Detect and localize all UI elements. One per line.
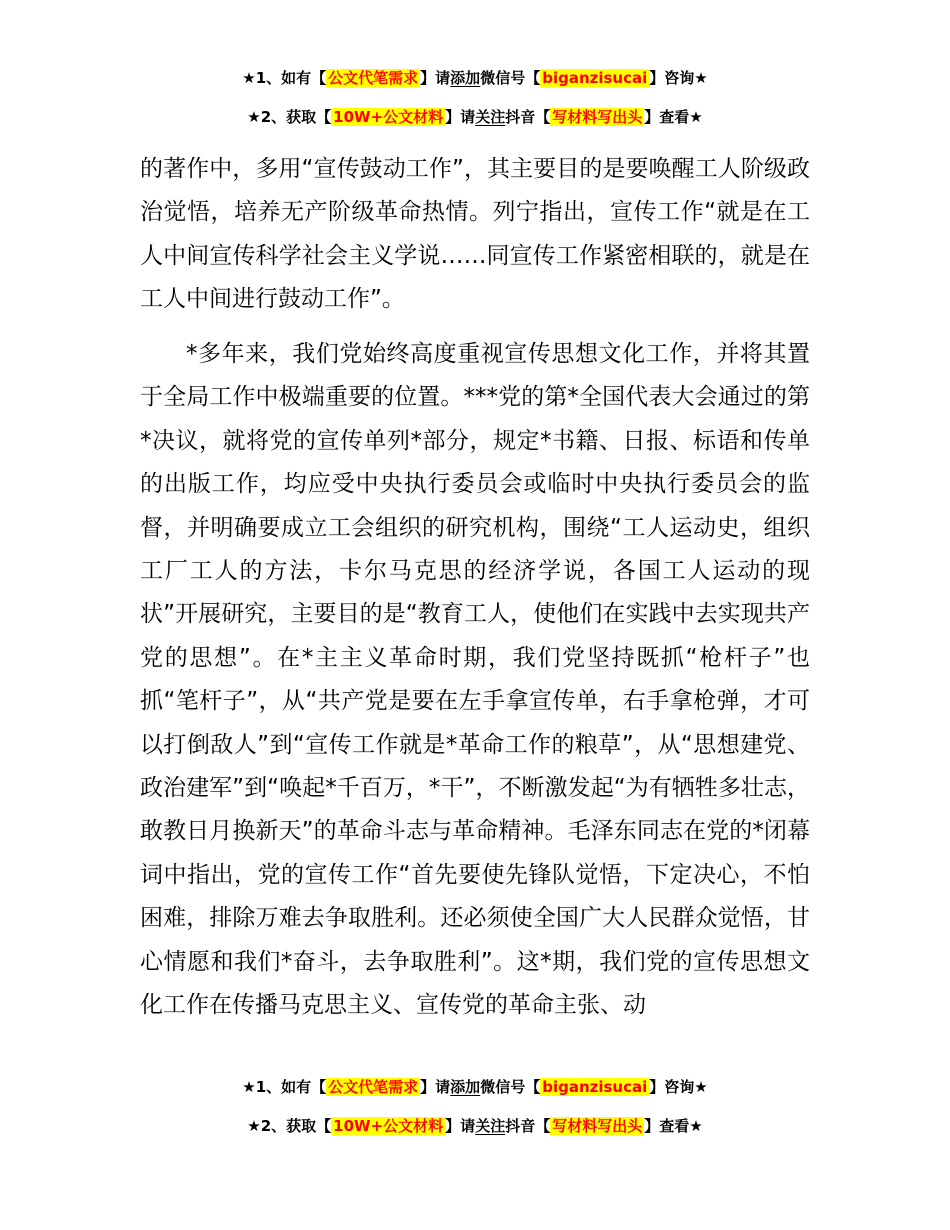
highlight-materials: 10W+公文材料 xyxy=(333,108,444,126)
highlight-wechat-id: biganzisucai xyxy=(542,69,648,87)
banner-text: 】咨询 xyxy=(649,69,695,87)
star-icon: ★ xyxy=(689,108,703,126)
bottom-banner-line-1 xyxy=(0,1076,950,1098)
star-icon: ★ xyxy=(247,108,261,126)
banner-text: 】咨询 xyxy=(649,1078,695,1096)
banner-text: 1、如有【 xyxy=(255,69,327,87)
banner-text: 】查看 xyxy=(644,108,690,126)
banner-text: 微信号【 xyxy=(480,1078,541,1096)
banner-text: 抖音【 xyxy=(505,1117,551,1135)
highlight-service: 公文代笔需求 xyxy=(328,1078,419,1096)
banner-text: 2、获取【 xyxy=(260,1117,332,1135)
emphasis-follow: 关注 xyxy=(475,108,506,126)
banner-text: 微信号【 xyxy=(480,69,541,87)
highlight-douyin-account: 写材料写出头 xyxy=(552,108,643,126)
emphasis-add: 添加 xyxy=(450,1078,481,1096)
highlight-service: 公文代笔需求 xyxy=(328,69,419,87)
banner-text: 1、如有【 xyxy=(255,1078,327,1096)
banner-text: 】请 xyxy=(445,108,476,126)
paragraph: 的著作中，多用“宣传鼓动工作”，其主要目的是要唤醒工人阶级政治觉悟，培养无产阶级革命热情。列宁指出，宣传工作“就是在工人中间宣传科学社会主义学说……同宣传工作紧密相联的，就是在工人中间进行鼓动工作”。 xyxy=(140,156,810,313)
highlight-materials: 10W+公文材料 xyxy=(333,1117,444,1135)
star-icon: ★ xyxy=(247,1117,261,1135)
star-icon: ★ xyxy=(694,69,708,87)
banner-text: 2、获取【 xyxy=(260,108,332,126)
document-body-paragraph-1 xyxy=(140,148,810,322)
banner-text: 】请 xyxy=(420,69,451,87)
emphasis-add: 添加 xyxy=(450,69,481,87)
highlight-wechat-id: biganzisucai xyxy=(542,1078,648,1096)
paragraph: *多年来，我们党始终高度重视宣传思想文化工作，并将其置于全局工作中极端重要的位置。***党的第*全国代表大会通过的第*决议，就将党的宣传单列*部分，规定*书籍、日报、标语和传单的出版工作，均应受中央执行委员会或临时中央执行委员会的监督，并明确要成立工会组织的研究机构，围绕“工人运动史，组织工厂工人的方法，卡尔马克思的经济学说，各国工人运动的现状”开展研究，主要目的是“教育工人，使他们在实践中去实现共产党的思想”。在*主主义革命时期，我们党坚持既抓“枪杆子”也抓“笔杆子”，从“共产党是要在左手拿宣传单，右手拿枪弹，才可以打倒敌人”到“宣传工作就是*革命工作的粮草”，从“思想建党、政治建军”到“唤起*千百万，*干”，不断激发起“为有牺牲多壮志，敢教日月换新天”的革命斗志与革命精神。毛泽东同志在党的*闭幕词中指出，党的宣传工作“首先要使先锋队觉悟，下定决心，不怕困难，排除万难去争取胜利。还必须使全国广大人民群众觉悟，甘心情愿和我们*奋斗，去争取胜利”。这*期，我们党的宣传思想文化工作在传播马克思主义、宣传党的革命主张、动 xyxy=(140,341,810,1019)
star-icon: ★ xyxy=(689,1117,703,1135)
banner-text: 】请 xyxy=(420,1078,451,1096)
document-body-paragraph-2 xyxy=(140,333,810,1028)
banner-text: 抖音【 xyxy=(505,108,551,126)
star-icon: ★ xyxy=(242,1078,256,1096)
bottom-banner-line-2 xyxy=(0,1115,950,1137)
star-icon: ★ xyxy=(694,1078,708,1096)
banner-text: 】请 xyxy=(445,1117,476,1135)
highlight-douyin-account: 写材料写出头 xyxy=(552,1117,643,1135)
top-banner-line-2 xyxy=(0,106,950,128)
emphasis-follow: 关注 xyxy=(475,1117,506,1135)
top-banner-line-1 xyxy=(0,67,950,89)
star-icon: ★ xyxy=(242,69,256,87)
banner-text: 】查看 xyxy=(644,1117,690,1135)
